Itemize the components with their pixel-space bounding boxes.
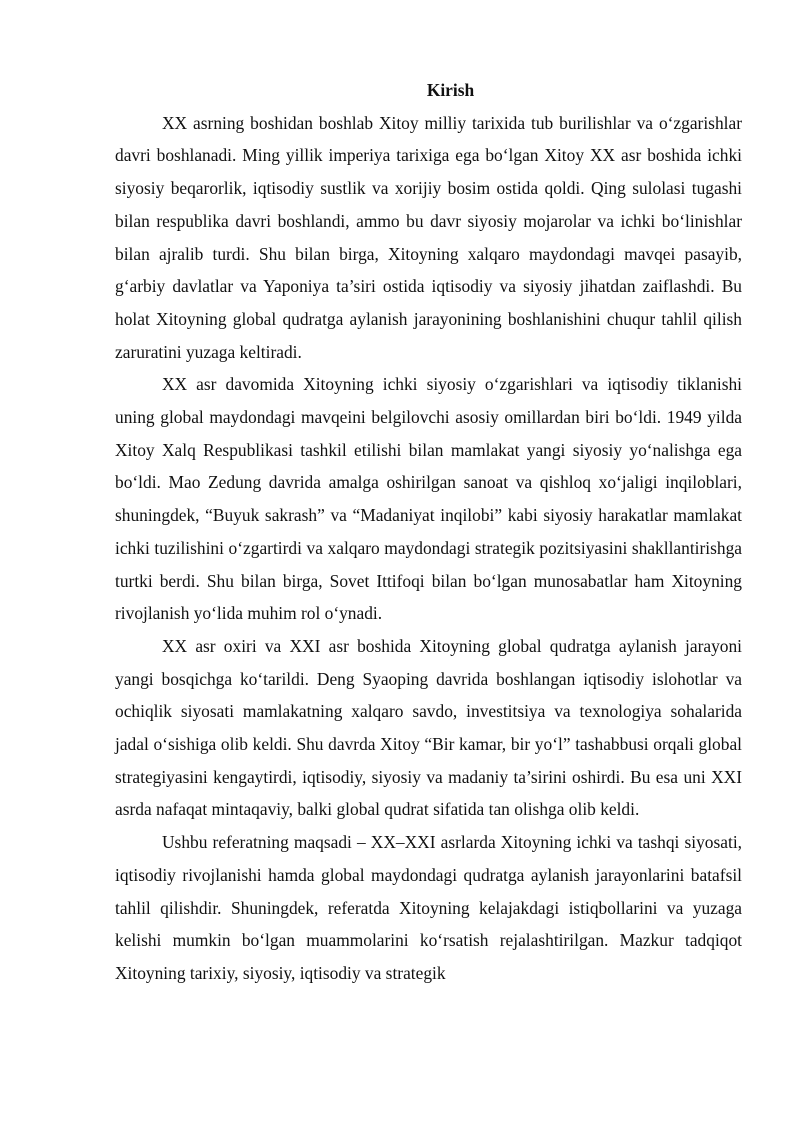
- paragraph-1: XX asrning boshidan boshlab Xitoy milliy tarixida tub burilishlar va o‘zgarishlar davri boshlanadi. Ming yillik imperiya tarixiga ega bo‘lgan Xitoy XX asr boshida ichki siyosiy beqarorlik, iqtisodiy sustlik va xorijiy bosim ostida qoldi. Qing sulolasi tugashi bilan respublika davri boshlandi, ammo bu davr siyosiy mojarolar va ichki bo‘linishlar bilan ajralib turdi. Shu bilan birga, Xitoyning xalqaro maydondagi mavqei pasayib, g‘arbiy davlatlar va Yaponiya ta’siri ostida iqtisodiy va siyosiy jihatdan zaiflashdi. Bu holat Xitoyning global qudratga aylanish jarayonining boshlanishini chuqur tahlil qilish zaruratini yuzaga keltiradi.: [115, 112, 742, 362]
- paragraph-2: XX asr davomida Xitoyning ichki siyosiy o‘zgarishlari va iqtisodiy tiklanishi uning global maydondagi mavqeini belgilovchi asosiy omillardan biri bo‘ldi. 1949 yilda Xitoy Xalq Respublikasi tashkil etilishi bilan mamlakat yangi siyosiy yo‘nalishga ega bo‘ldi. Mao Zedung davrida amalga oshirilgan sanoat va qishloq xo‘jaligi inqiloblari, shuningdek, “Buyuk sakrash” va “Madaniyat inqilobi” kabi siyosiy harakatlar mamlakat ichki tuzilishini o‘zgartirdi va xalqaro maydondagi strategik pozitsiyasini shakllantirishga turtki berdi. Shu bilan birga, Sovet Ittifoqi bilan bo‘lgan munosabatlar ham Xitoyning rivojlanish yo‘lida muhim rol o‘ynadi.: [115, 374, 742, 624]
- page-title: Kirish: [426, 80, 475, 100]
- paragraph-3: XX asr oxiri va XXI asr boshida Xitoyning global qudratga aylanish jarayoni yangi bosqichga ko‘tarildi. Deng Syaoping davrida boshlangan iqtisodiy islohotlar va ochiqlik siyosati mamlakatning xalqaro savdo, investitsiya va texnologiya sohalarida jadal o‘sishiga olib keldi. Shu davrda Xitoy “Bir kamar, bir yo‘l” tashabbusi orqali global strategiyasini kengaytirdi, iqtisodiy, siyosiy va madaniy ta’sirini oshirdi. Bu esa uni XXI asrda nafaqat mintaqaviy, balki global qudrat sifatida tan olishga olib keldi.: [115, 635, 742, 820]
- document-page: [115, 74, 742, 990]
- paragraph-4: Ushbu referatning maqsadi – XX–XXI asrlarda Xitoyning ichki va tashqi siyosati, iqtisodiy rivojlanishi hamda global maydondagi qudratga aylanish jarayonlarini batafsil tahlil qilishdir. Shuningdek, referatda Xitoyning kelajakdagi istiqbollarini va yuzaga kelishi mumkin bo‘lgan muammolarini ko‘rsatish rejalashtirilgan. Mazkur tadqiqot Xitoyning tarixiy, siyosiy, iqtisodiy va strategik: [115, 832, 742, 983]
